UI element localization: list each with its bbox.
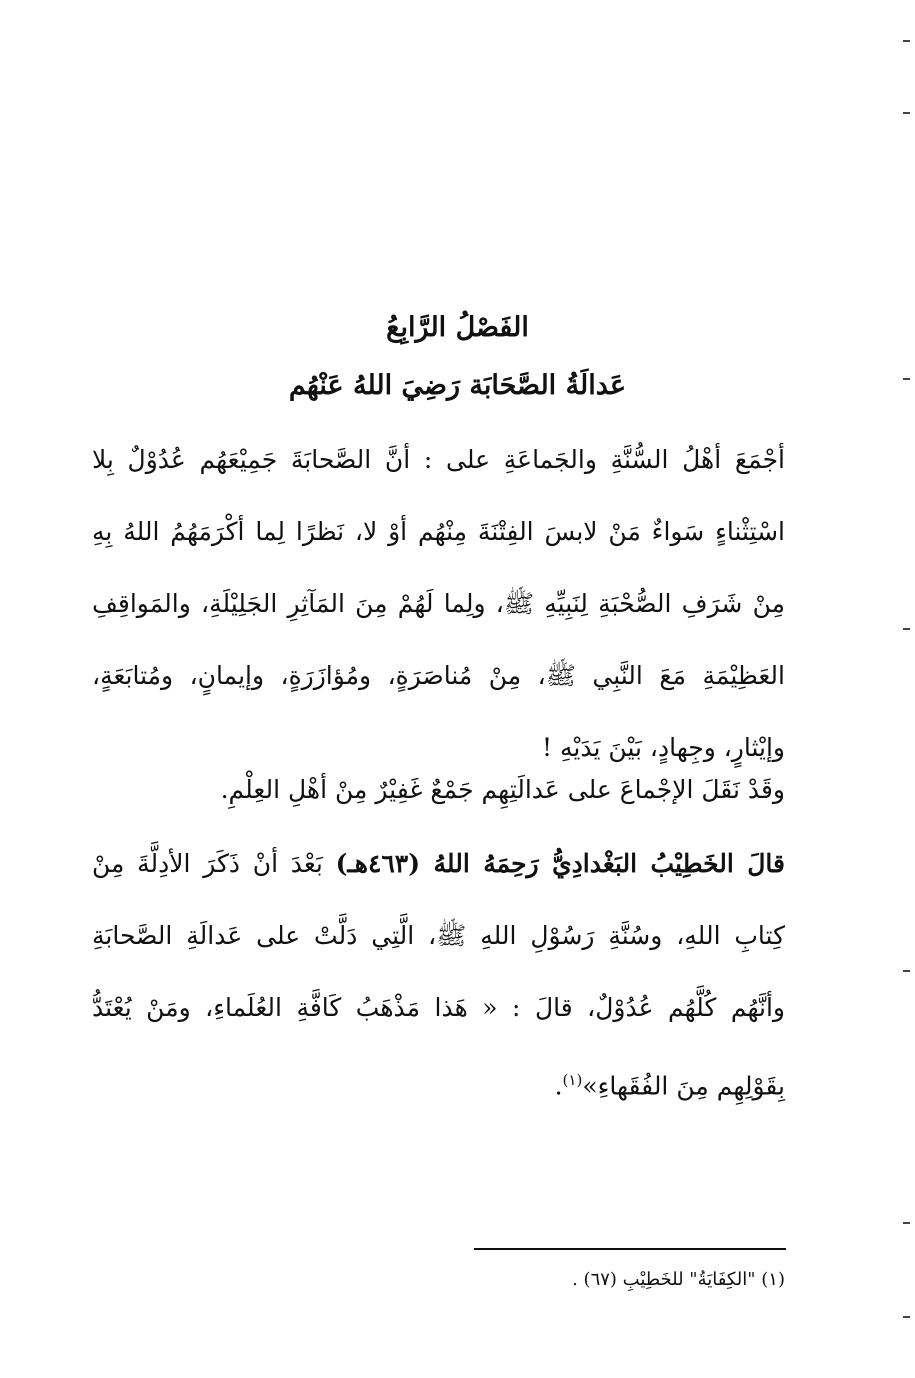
paragraph-transmission: وقَدْ نَقَلَ الإجْماعَ على عَدالَتِهِم جَمْعٌ غَفِيْرٌ مِنْ أهْلِ العِلْمِ. <box>220 775 785 804</box>
chapter-subtitle: عَدالَةُ الصَّحَابَة رَضِيَ اللهُ عَنْهُم <box>288 370 627 401</box>
chapter-title: الفَصْلُ الرَّابِعُ <box>386 312 529 343</box>
footnote-marker: (١) <box>562 1071 583 1089</box>
edge-mark <box>903 378 910 380</box>
edge-mark <box>903 112 910 114</box>
quote-end: . <box>554 1071 563 1101</box>
quote-attribution: قالَ الخَطِيْبُ البَغْدادِيُّ رَحِمَهُ اللهُ (٤٦٣هـ) <box>335 849 785 878</box>
paragraph-quote <box>92 828 785 1122</box>
paragraph-consensus: أجْمَعَ أهْلُ السُّنَّةِ والجَماعَةِ على : أنَّ الصَّحابَةَ جَمِيْعَهُم عُدُوْلٌ بِلا اسْتِثْناءٍ سَواءٌ مَنْ لابسَ الفِتْنَةَ مِنْهُم أوْ لا، نَظرًا لِما أكْرَمَهُمُ اللهُ بِهِ مِنْ شَرَفِ الصُّحْبَةِ لِنَبِيِّهِ ﷺ، ولِما لَهُمْ مِنَ المَآثِرِ الجَلِيْلَةِ، والمَواقِفِ العَظِيْمَةِ مَعَ النَّبِي ﷺ، مِنْ مُناصَرَةٍ، ومُؤازَرَةٍ، وإيمانٍ، ومُتابَعَةٍ، وإيْثارٍ، وجِهادٍ، بَيْنَ يَدَيْهِ ! <box>92 445 785 762</box>
edge-mark <box>903 40 910 42</box>
footnote-divider <box>474 1248 786 1250</box>
edge-mark <box>903 1222 910 1224</box>
edge-mark <box>903 970 910 972</box>
footnote: (١) "الكِفَايَةُ" للخَطِيْبِ (٦٧) . <box>572 1269 785 1290</box>
edge-mark <box>903 1316 910 1318</box>
edge-mark <box>903 628 910 630</box>
quote-body: بَعْدَ أنْ ذَكَرَ الأدِلَّةَ مِنْ كِتابِ اللهِ، وسُنَّةِ رَسُوْلِ اللهِ ﷺ، الَّتِي دَلَّتْ على عَدالَةِ الصَّحابَةِ وأنَّهُم كُلَّهُم عُدُوْلٌ، قالَ : « هَذا مَذْهَبُ كَافَّةِ العُلَماءِ، ومَنْ يُعْتَدُّ بِقَوْلِهِم مِنَ الفُقَهاءِ» <box>92 849 785 1101</box>
